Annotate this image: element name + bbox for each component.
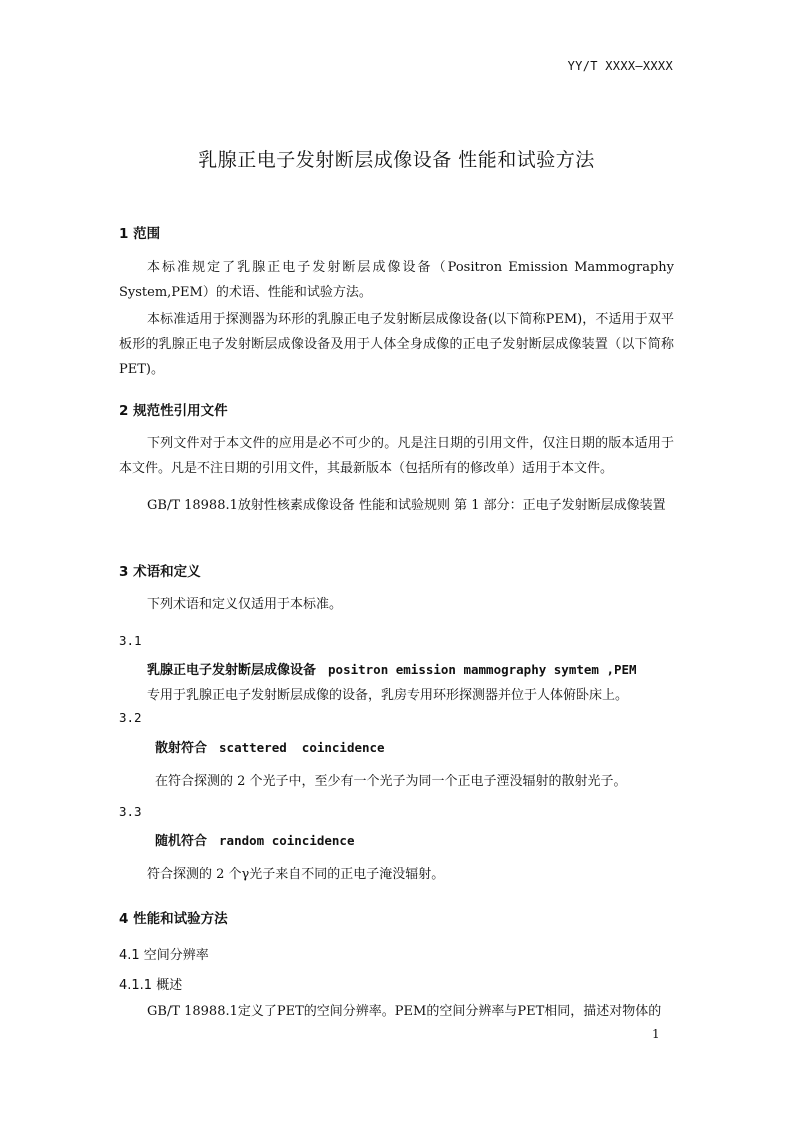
references-paragraph-2: GB/T 18988.1放射性核素成像设备 性能和试验规则 第 1 部分：正电子发射断层成像装置 xyxy=(147,498,666,513)
term-number: 3.1 xyxy=(119,633,142,648)
section-heading-normative-references: 2 规范性引用文件 xyxy=(119,403,228,419)
section-heading-terms: 3 术语和定义 xyxy=(119,564,201,580)
term-en: scattered coincidence xyxy=(219,740,385,755)
term-number: 3.3 xyxy=(119,804,142,819)
section-heading-scope: 1 范围 xyxy=(119,226,161,242)
term-definition: 专用于乳腺正电子发射断层成像的设备，乳房专用环形探测器并位于人体俯卧床上。 xyxy=(147,688,629,703)
terms-intro-paragraph: 下列术语和定义仅适用于本标准。 xyxy=(147,597,343,612)
term-definition: 符合探测的 2 个γ光子来自不同的正电子淹没辐射。 xyxy=(147,867,445,882)
term-cn: 随机符合 xyxy=(155,834,208,849)
document-code: YY/T XXXX—XXXX xyxy=(567,59,673,73)
subsubsection-heading: 4.1.1 概述 xyxy=(119,978,183,993)
term-cn: 乳腺正电子发射断层成像设备 xyxy=(147,663,317,678)
references-paragraph-1: 下列文件对于本文件的应用是必不可少的。凡是注日期的引用文件，仅注日期的版本适用于本文件。凡是不注日期的引用文件，其最新版本（包括所有的修改单）适用于本文件。 xyxy=(119,436,674,476)
term-number: 3.2 xyxy=(119,710,142,725)
term-definition: 在符合探测的 2 个光子中，至少有一个光子为同一个正电子湮没辐射的散射光子。 xyxy=(155,774,627,789)
term-cn: 散射符合 xyxy=(155,741,208,756)
term-title xyxy=(155,830,354,849)
section-heading-performance: 4 性能和试验方法 xyxy=(119,911,228,927)
scope-paragraph-2: 本标准适用于探测器为环形的乳腺正电子发射断层成像设备(以下简称PEM)，不适用于双平板形的乳腺正电子发射断层成像设备及用于人体全身成像的正电子发射断层成像装置（以下简称 PET)。 xyxy=(119,312,674,377)
document-title: 乳腺正电子发射断层成像设备 性能和试验方法 xyxy=(198,149,595,171)
overview-paragraph: GB/T 18988.1定义了PET的空间分辨率。PEM的空间分辨率与PET相同，描述对物体的 xyxy=(147,1004,662,1019)
term-title xyxy=(155,737,385,756)
term-title xyxy=(147,659,637,678)
page-number: 1 xyxy=(652,1027,660,1041)
subsection-heading: 4.1 空间分辨率 xyxy=(119,948,209,963)
term-en: random coincidence xyxy=(219,833,355,848)
scope-paragraph-1: 本标准规定了乳腺正电子发射断层成像设备（Positron Emission Mammography System,PEM）的术语、性能和试验方法。 xyxy=(119,260,674,300)
term-en: positron emission mammography symtem ,PEM xyxy=(328,662,637,677)
